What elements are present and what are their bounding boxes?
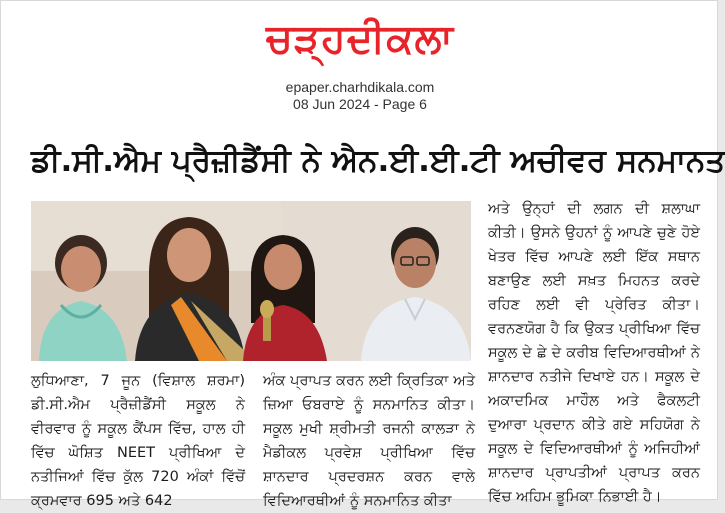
article-column-right xyxy=(488,197,700,509)
column-left-text: ਲੁਧਿਆਣਾ, 7 ਜੂਨ (ਵਿਸ਼ਾਲ ਸ਼ਰਮਾ) ਡੀ.ਸੀ.ਐਮ ਪ੍ਰੈਜ਼ੀਡੈਂਸੀ ਸਕੂਲ ਨੇ ਵੀਰਵਾਰ ਨੂੰ ਸਕੂਲ ਕੈਂਪਸ ਵਿੱਚ, ਹਾਲ ਹੀ ਵਿੱਚ ਘੋਸ਼ਿਤ NEET ਪ੍ਰੀਖਿਆ ਦੇ ਨਤੀਜਿਆਂ ਵਿੱਚ ਕੁੱਲ 720 ਅੰਕਾਂ ਵਿੱਚੋਂ ਕ੍ਰਮਵਾਰ 695 ਅਤੇ 642 xyxy=(31,373,245,509)
article-headline: ਡੀ.ਸੀ.ਐਮ ਪ੍ਰੈਜ਼ੀਡੈਂਸੀ ਨੇ ਐਨ.ਈ.ਈ.ਟੀ ਅਚੀਵਰ ਸਨਮਾਨਤ xyxy=(31,143,725,179)
column-right-text: ਅਤੇ ਉਨ੍ਹਾਂ ਦੀ ਲਗਨ ਦੀ ਸ਼ਲਾਘਾ ਕੀਤੀ। ਉਸਨੇ ਉਹਨਾਂ ਨੂੰ ਆਪਣੇ ਚੁਣੇ ਹੋਏ ਖੇਤਰ ਵਿੱਚ ਆਪਣੇ ਲਈ ਇੱਕ ਸਥਾਨ ਬਣਾਉਣ ਲਈ ਸਖ਼ਤ ਮਿਹਨਤ ਕਰਦੇ ਰਹਿਣ ਲਈ ਵੀ ਪ੍ਰੇਰਿਤ ਕੀਤਾ। ਵਰਨਣਯੋਗ ਹੈ ਕਿ ਉਕਤ ਪ੍ਰੀਖਿਆ ਵਿੱਚ ਸਕੂਲ ਦੇ ਛੇ ਦੇ ਕਰੀਬ ਵਿਦਿਆਰਥੀਆਂ ਨੇ ਸ਼ਾਨਦਾਰ ਨਤੀਜੇ ਦਿਖਾਏ ਹਨ। ਸਕੂਲ ਦੇ ਅਕਾਦਮਿਕ ਮਾਹੌਲ ਅਤੇ ਫੈਕਲਟੀ ਦੁਆਰਾ ਪ੍ਰਦਾਨ ਕੀਤੇ ਗਏ ਸਹਿਯੋਗ ਨੇ ਸਕੂਲ ਦੇ ਵਿਦਿਆਰਥੀਆਂ ਨੂੰ ਅਜਿਹੀਆਂ ਸ਼ਾਨਦਾਰ ਪ੍ਰਾਪਤੀਆਂ ਪ੍ਰਾਪਤ ਕਰਨ ਵਿੱਚ ਅਹਿਮ ਭੂਮਿਕਾ ਨਿਭਾਈ ਹੈ। xyxy=(488,201,700,505)
newspaper-masthead: ਚੜ੍ਹਦੀਕਲਾ xyxy=(266,16,454,62)
source-url[interactable]: epaper.charhdikala.com xyxy=(285,79,435,95)
edition-date-page: 08 Jun 2024 - Page 6 xyxy=(293,96,427,112)
article-column-middle xyxy=(263,369,475,513)
article-column-left xyxy=(31,369,245,513)
column-middle-text: ਅੰਕ ਪ੍ਰਾਪਤ ਕਰਨ ਲਈ ਕ੍ਰਿਤਿਕਾ ਅਤੇ ਜ਼ਿਆ ਓਬਰਾਏ ਨੂੰ ਸਨਮਾਨਿਤ ਕੀਤਾ। ਸਕੂਲ ਮੁਖੀ ਸ਼੍ਰੀਮਤੀ ਰਜਨੀ ਕਾਲੜਾ ਨੇ ਮੈਡੀਕਲ ਪ੍ਰਵੇਸ਼ ਪ੍ਰੀਖਿਆ ਵਿੱਚ ਸ਼ਾਨਦਾਰ ਪ੍ਰਦਰਸ਼ਨ ਕਰਨ ਵਾਲੇ ਵਿਦਿਆਰਥੀਆਂ ਨੂੰ ਸਨਮਾਨਿਤ ਕੀਤਾ xyxy=(263,373,475,509)
article-photo xyxy=(31,201,471,361)
group-photo-illustration xyxy=(31,201,471,361)
